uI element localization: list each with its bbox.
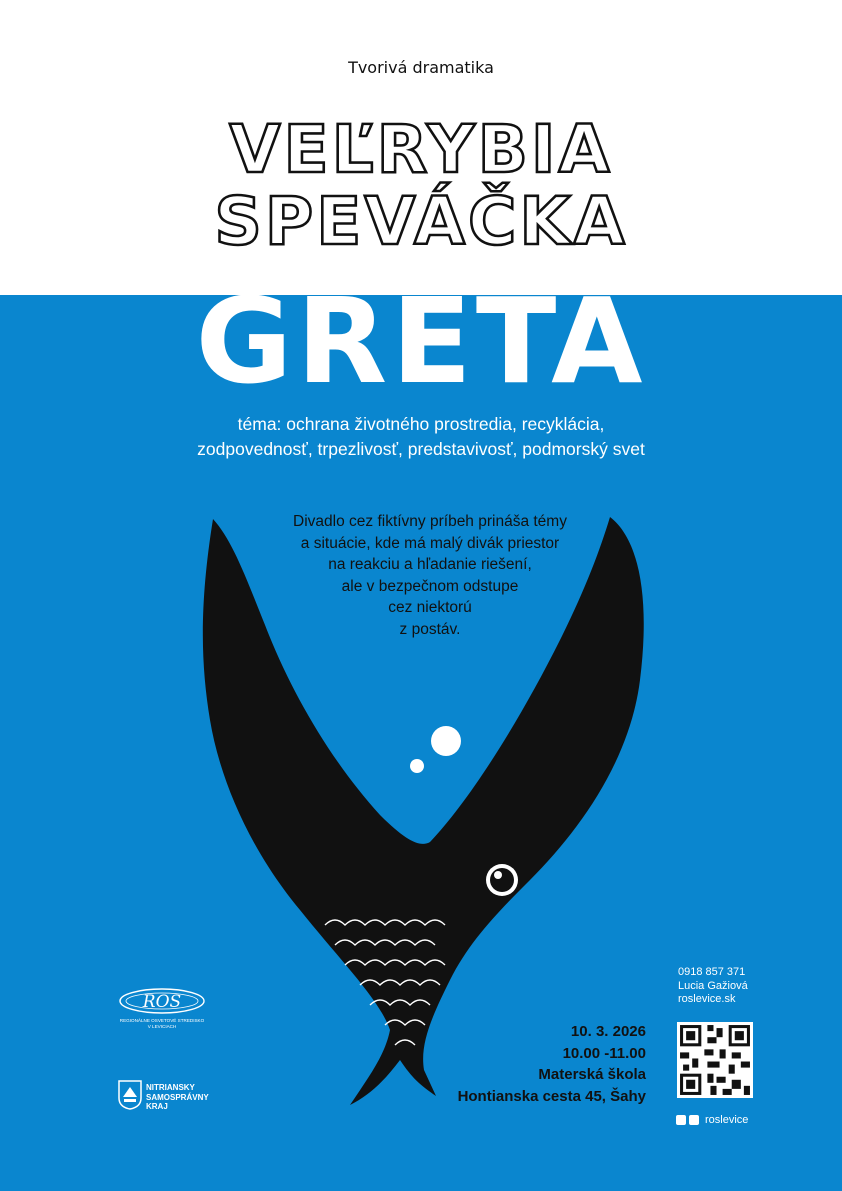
theme-line-2: zodpovednosť, trpezlivosť, predstavivosť, podmorský svet (197, 439, 645, 459)
title-line-2: SPEVÁČKA (214, 183, 628, 260)
description-line: na reakciu a hľadanie riešení, (328, 556, 532, 573)
social-icon (676, 1115, 686, 1125)
description-line: Divadlo cez fiktívny príbeh prináša témy (293, 513, 567, 530)
description-line: ale v bezpečnom odstupe (341, 577, 519, 595)
bubble-small (410, 759, 424, 773)
social-icon (689, 1115, 699, 1125)
social-handle (676, 1114, 748, 1126)
event-time: 10.00 -11.00 (562, 1044, 646, 1062)
event-details (430, 1021, 646, 1107)
social-handle-text: roslevice (705, 1114, 749, 1126)
ros-logo-text-2: V LEVICIACH (147, 1024, 177, 1029)
ros-logo-mark: ROS (142, 992, 182, 1012)
event-venue: Materská škola (538, 1066, 646, 1083)
title-line-1: VEĽRYBIA (229, 111, 613, 188)
theme-line-1: téma: ochrana životného prostredia, recyklácia, (237, 414, 605, 434)
bubble-large (431, 726, 461, 756)
description-line: a situácie, kde má malý divák priestor (300, 534, 560, 552)
nsk-line-3: KRAJ (146, 1102, 168, 1111)
contact-name: Lucia Gažiová (678, 979, 748, 992)
event-date: 10. 3. 2026 (570, 1023, 646, 1040)
contact-info (678, 966, 748, 1007)
contact-web: roslevice.sk (678, 993, 736, 1005)
qr-code (677, 1022, 753, 1098)
whale-eye (486, 864, 518, 896)
ros-logo (115, 983, 210, 1043)
main-title: GRÉTA (195, 272, 647, 410)
description-line: z postáv. (399, 620, 461, 638)
description-text (200, 511, 660, 640)
nsk-crest-icon (118, 1080, 142, 1110)
nsk-line-1: NITRIANSKY (146, 1083, 195, 1092)
nsk-line-2: SAMOSPRÁVNY (146, 1092, 209, 1102)
contact-phone: 0918 857 371 (678, 966, 746, 978)
event-address: Hontianska cesta 45, Šahy (457, 1087, 646, 1105)
description-line: cez niektorú (388, 599, 472, 616)
nsk-logo (118, 1080, 228, 1116)
ros-logo-text-1: REGIONÁLNE OSVETOVÉ STREDISKO (119, 1018, 205, 1023)
poster-subtitle: Tvorivá dramatika (348, 58, 494, 77)
